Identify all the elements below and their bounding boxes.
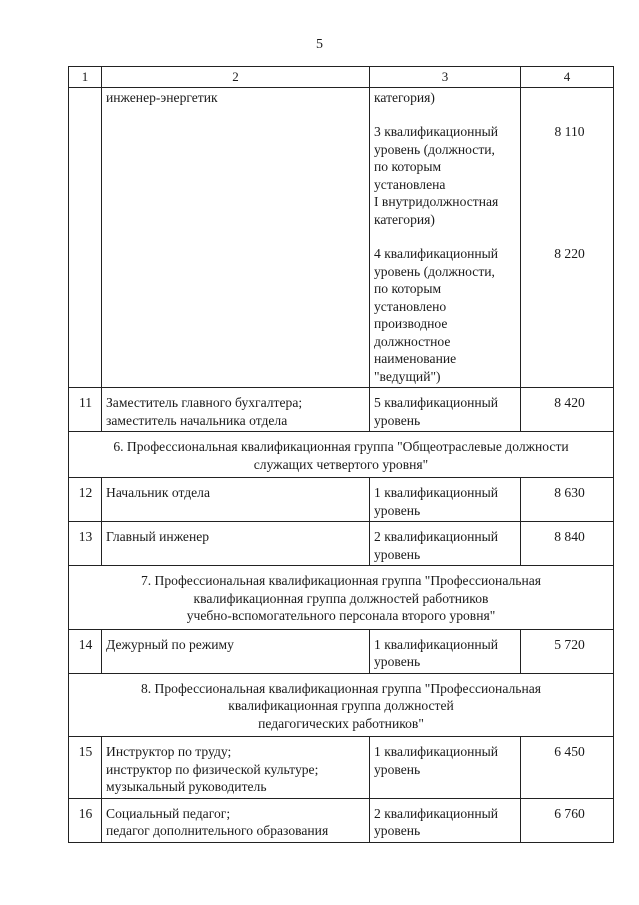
group-heading-8 [69,673,614,737]
table-header-row [69,67,614,88]
position-name-cell [102,388,370,432]
level-text-line: уровень (должности, [374,141,495,157]
level-text-line: "ведущий") [374,368,441,384]
salary-cell [521,87,614,388]
row-number: 14 [69,629,102,673]
page-number: 5 [316,37,323,52]
qualification-level-cell [370,388,521,432]
row-number: 12 [69,478,102,522]
level-text-line: производное [374,316,448,331]
level-text-line: 3 квалификационный [374,124,499,139]
level-text-line: 1 квалификационный [374,485,499,500]
position-name: педагог дополнительного образования [106,823,329,838]
table-row [69,388,614,432]
level-text-line: уровень [374,654,421,669]
position-name: инструктор по физической культуре; [106,761,319,777]
qualification-level-cell [370,737,521,799]
salary-value: 5 720 [521,629,614,673]
position-name: Начальник отдела [102,478,370,522]
qualification-level-tail: категория) [374,89,435,105]
position-name: Заместитель главного бухгалтера; [106,395,303,410]
level-text-line: уровень [374,546,421,562]
table-row [69,478,614,522]
group-heading-6 [69,432,614,478]
group-heading-row [69,566,614,630]
position-name: Главный инженер [102,522,370,566]
group-heading-line: квалификационная группа должностей работников [193,590,489,606]
position-name: заместитель начальника отдела [106,412,288,428]
position-name: музыкальный руководитель [106,779,267,794]
header-cell-2: 2 [102,67,370,88]
position-name-cell [102,87,370,388]
salary-value: 8 110 [554,124,585,139]
position-name: Социальный педагог; [106,805,231,821]
row-number-cell [69,87,102,388]
header-cell-3: 3 [370,67,521,88]
level-text-line: 2 квалификационный [374,805,499,821]
group-heading-row [69,432,614,478]
level-text-line: наименование [374,351,457,366]
qualification-level-4 [374,245,517,385]
level-text-line: уровень [374,502,421,518]
salary-value: 8 630 [521,478,614,522]
position-name: Инструктор по труду; [106,744,232,759]
level-text-line: по которым [374,159,442,174]
level-text-line: уровень [374,823,421,838]
level-text-line: уровень [374,761,421,777]
salary-value: 8 840 [521,522,614,566]
salary-value: 6 760 [521,798,614,842]
level-text-line: категория) [374,211,435,227]
level-text-line: 1 квалификационный [374,636,499,652]
table-row [69,737,614,799]
qualification-level-cell [370,87,521,388]
position-name-cell [102,737,370,799]
qualification-level-cell [370,798,521,842]
group-heading-line: 6. Профессиональная квалификационная группа "Общеотраслевые должности [113,439,569,454]
group-heading-7 [69,566,614,630]
salary-value: 6 450 [521,737,614,799]
position-name: инженер-энергетик [106,89,218,105]
level-text-line: должностное [374,333,451,349]
level-text-line: уровень [374,412,421,428]
qualification-level-3 [374,123,517,228]
level-text-line: уровень (должности, [374,263,495,279]
group-heading-line: педагогических работников" [258,715,424,731]
row-number: 16 [69,798,102,842]
row-number: 13 [69,522,102,566]
table-row [69,522,614,566]
qualification-level-cell [370,629,521,673]
table-row-continued [69,87,614,388]
level-text-line: установлено [374,298,447,314]
table-row [69,798,614,842]
level-text-line: 4 квалификационный [374,246,499,261]
group-heading-line: квалификационная группа должностей [228,698,454,713]
qualification-level-cell [370,478,521,522]
position-name-cell [102,798,370,842]
group-heading-line: служащих четвертого уровня" [253,456,429,472]
qualification-level-cell [370,522,521,566]
salary-value: 8 420 [521,388,614,432]
header-cell-1: 1 [69,67,102,88]
salary-table [68,66,614,843]
level-text-line: 2 квалификационный [374,529,499,544]
level-text-line: 1 квалификационный [374,744,499,759]
header-cell-4: 4 [521,67,614,88]
level-text-line: по которым [374,281,442,296]
row-number: 11 [69,388,102,432]
table-row [69,629,614,673]
group-heading-row [69,673,614,737]
level-text-line: I внутридолжностная [374,194,499,209]
level-text-line: установлена [374,176,446,192]
group-heading-line: 7. Профессиональная квалификационная группа "Профессиональная [140,573,542,588]
group-heading-line: учебно-вспомогательного персонала второго уровня" [186,608,496,623]
row-number: 15 [69,737,102,799]
salary-value: 8 220 [554,246,585,261]
group-heading-line: 8. Профессиональная квалификационная группа "Профессиональная [140,680,542,696]
position-name: Дежурный по режиму [102,629,370,673]
level-text-line: 5 квалификационный [374,395,499,410]
